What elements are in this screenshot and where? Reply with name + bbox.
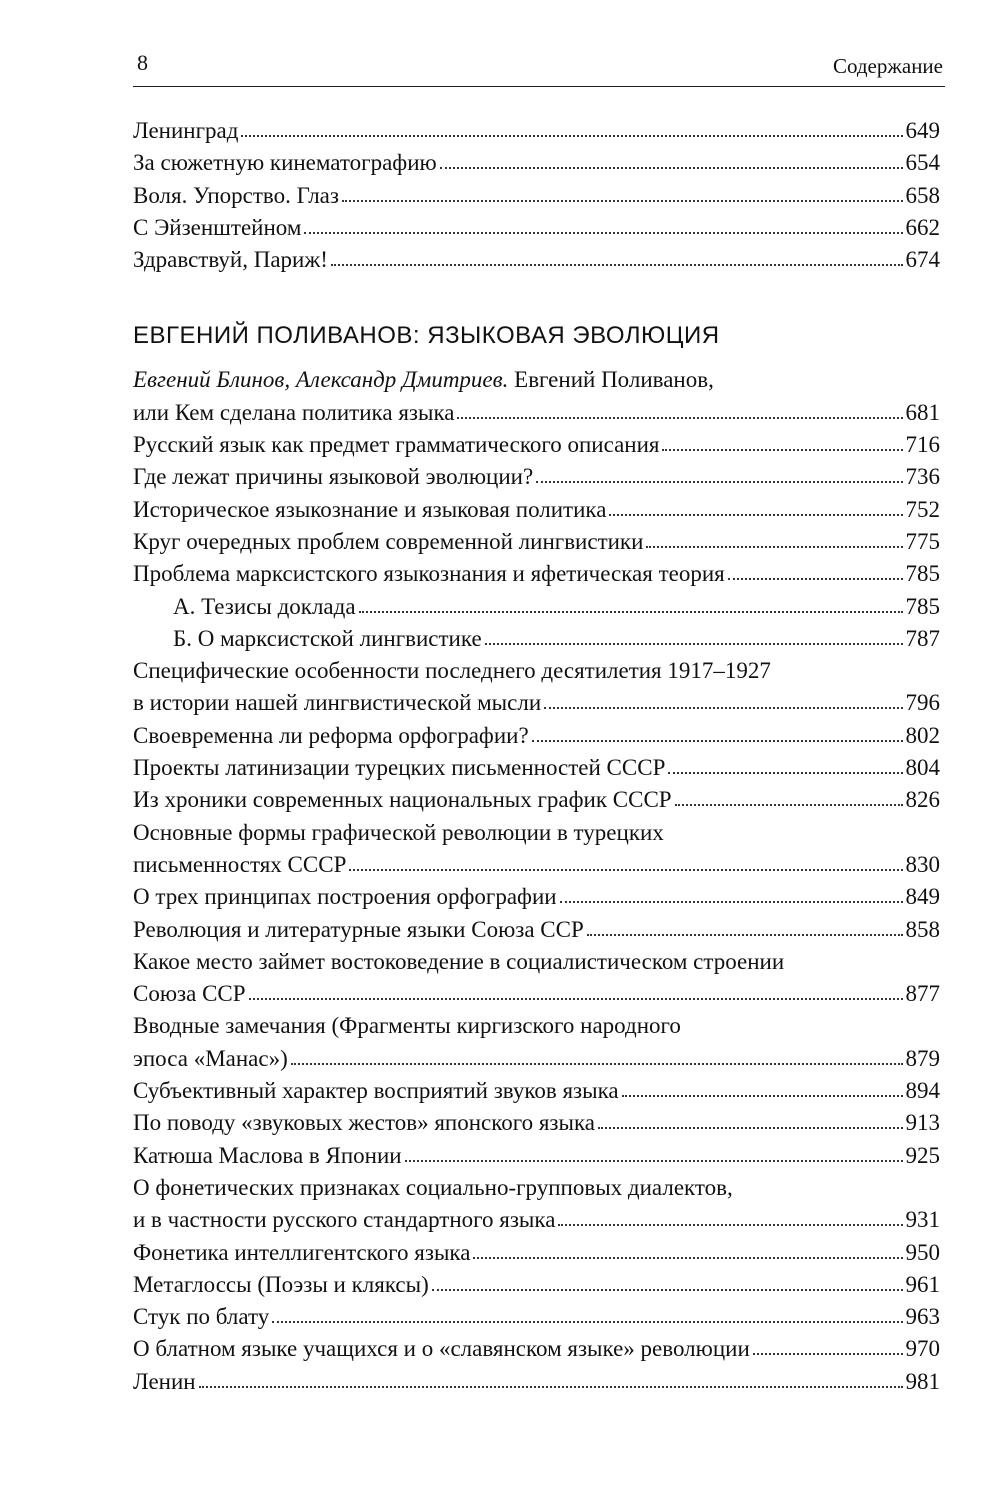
toc-entry: [133, 1269, 940, 1301]
dot-leader: [304, 226, 902, 234]
dot-leader: [331, 258, 903, 266]
toc-entry-title: О трех принципах построения орфографии: [133, 884, 557, 910]
dot-leader: [272, 1315, 902, 1323]
toc-entry-title: Историческое языкознание и языковая политика: [133, 496, 607, 522]
toc-entry-page: 913: [905, 1110, 940, 1136]
toc-entry-page: 681: [905, 399, 940, 425]
toc-entry-title: Здравствуй, Париж!: [133, 247, 328, 273]
toc-entry-title: Проекты латинизации турецких письменностей СССР: [133, 755, 666, 781]
toc-entry-title: Фонетика интеллигентского языка: [133, 1239, 471, 1265]
toc-entry-page: 716: [905, 432, 940, 458]
toc-entry: [133, 244, 940, 276]
toc-entry-first-line: Вводные замечания (Фрагменты киргизского народного: [133, 1013, 681, 1039]
dot-leader: [622, 1089, 903, 1097]
toc-subentry: [133, 623, 940, 655]
toc-entry-page: 649: [905, 118, 940, 143]
toc-entry: [133, 978, 940, 1010]
toc-entry-page: 785: [905, 593, 940, 619]
toc-entry: [133, 1043, 940, 1075]
toc-entry-title: Проблема марксистского языкознания и яфетическая теория: [133, 561, 725, 587]
dot-leader: [359, 605, 903, 613]
toc-entry-page: 775: [905, 528, 940, 554]
toc-entry-first-line: [133, 364, 940, 396]
toc-entry-page: 804: [905, 755, 940, 781]
dot-leader: [291, 1057, 903, 1065]
toc-entry-title: Стук по блату: [133, 1304, 270, 1330]
toc-entry-page: 826: [905, 787, 940, 813]
toc-entry: [133, 1107, 940, 1139]
toc-entry-title: Б. О марксистской лингвистике: [173, 625, 482, 651]
toc-entry-title: За сюжетную кинематографию: [133, 150, 437, 176]
toc-entry-title: О блатном языке учащихся и о «славянском языке» революции: [133, 1336, 750, 1362]
toc-entry-authors: Евгений Блинов, Александр Дмитриев.: [133, 367, 509, 393]
toc-entry-page: 970: [905, 1336, 940, 1362]
toc-entry-title: или Кем сделана политика языка: [133, 399, 455, 425]
toc-entry-title: Из хроники современных национальных график СССР: [133, 787, 672, 813]
dot-leader: [662, 443, 902, 451]
toc-entry-title: в истории нашей лингвистической мысли: [133, 690, 542, 716]
toc-entry-title: По поводу «звуковых жестов» японского языка: [133, 1110, 595, 1136]
toc-entry-title: эпоса «Манас»): [133, 1045, 288, 1071]
toc-entry-page: 662: [905, 214, 940, 240]
dot-leader: [536, 475, 902, 483]
toc-entry-page: 787: [905, 625, 940, 651]
toc-entry: [133, 881, 940, 913]
toc-entry-first-line: Какое место займет востоковедение в социалистическом строении: [133, 948, 785, 974]
toc-entry: [133, 429, 940, 461]
dot-leader: [473, 1251, 902, 1259]
toc-entry: [133, 115, 940, 147]
dot-leader: [532, 734, 903, 742]
toc-entry: [133, 1075, 940, 1107]
toc-entry: [133, 526, 940, 558]
section-heading: ЕВГЕНИЙ ПОЛИВАНОВ: ЯЗЫКОВАЯ ЭВОЛЮЦИЯ: [133, 322, 720, 350]
toc-entry-title: Ленинград: [133, 118, 239, 143]
toc-entry: [133, 720, 940, 752]
toc-entry-title: Воля. Упорство. Глаз: [133, 182, 339, 208]
toc-entry-page: 981: [905, 1368, 940, 1394]
dot-leader: [544, 701, 902, 709]
toc-entry-title: Союза ССР: [133, 981, 246, 1007]
toc-entry-page: 931: [905, 1207, 940, 1233]
page-number: 8: [137, 50, 148, 75]
toc-entry-page: 785: [905, 561, 940, 587]
toc-entry-page: 925: [905, 1142, 940, 1168]
toc-entry-title: Круг очередных проблем современной лингвистики: [133, 528, 644, 554]
dot-leader: [349, 863, 902, 871]
dot-leader: [598, 1121, 903, 1129]
running-title: Содержание: [832, 54, 943, 78]
page-header: [133, 48, 945, 87]
toc-entry-page: 961: [905, 1271, 940, 1297]
toc-entry-page: 802: [905, 722, 940, 748]
toc-entry-title-part: Евгений Поливанов,: [508, 367, 714, 393]
toc-entry-title: А. Тезисы доклада: [173, 593, 356, 619]
dot-leader: [587, 928, 903, 936]
toc-entry: [133, 461, 940, 493]
toc-entry-page: 752: [905, 496, 940, 522]
toc-entry-first-line: О фонетических признаках социально-групповых диалектов,: [133, 1174, 733, 1200]
toc-entry-page: 894: [905, 1078, 940, 1104]
toc-entry-page: 736: [905, 464, 940, 490]
dot-leader: [728, 572, 903, 580]
toc-entry: [133, 494, 940, 526]
dot-leader: [485, 637, 903, 645]
toc-entry-page: 658: [905, 182, 940, 208]
toc-subentry: [133, 591, 940, 623]
section-spacer: [133, 276, 940, 314]
dot-leader: [609, 508, 902, 516]
dot-leader: [558, 1218, 902, 1226]
toc-entry-title: Где лежат причины языковой эволюции?: [133, 464, 534, 490]
toc-entry: [133, 147, 940, 179]
toc-entry: [133, 752, 940, 784]
toc-entry-page: 654: [905, 150, 940, 176]
dot-leader: [199, 1380, 903, 1388]
dot-leader: [560, 895, 903, 903]
toc-entry-title: письменностях СССР: [133, 851, 347, 877]
dot-leader: [753, 1347, 903, 1355]
toc-entry-title: Метаглоссы (Поэзы и кляксы): [133, 1271, 429, 1297]
toc-entry: [133, 397, 940, 429]
dot-leader: [675, 798, 903, 806]
toc-entry-first-line: Основные формы графической революции в турецких: [133, 819, 664, 845]
toc-entry: [133, 558, 940, 590]
toc-entry-title: Субъективный характер восприятий звуков языка: [133, 1078, 619, 1104]
toc-entry: [133, 1237, 940, 1269]
toc-entry-page: 858: [905, 916, 940, 942]
toc-entry-title: Своевременна ли реформа орфографии?: [133, 722, 529, 748]
toc-entry-title: С Эйзенштейном: [133, 214, 302, 240]
dot-leader: [668, 766, 902, 774]
dot-leader: [646, 540, 902, 548]
toc-entry-title: Ленин: [133, 1368, 196, 1394]
dot-leader: [457, 411, 902, 419]
dot-leader: [249, 992, 903, 1000]
toc-entry-page: 674: [905, 247, 940, 273]
toc-entry-page: 963: [905, 1304, 940, 1330]
toc-entry: [133, 1301, 940, 1333]
toc-entry: [133, 1204, 940, 1236]
toc-entry: [133, 212, 940, 244]
toc-entry: [133, 180, 940, 212]
dot-leader: [432, 1283, 903, 1291]
toc-entry-title: Революция и литературные языки Союза ССР: [133, 916, 584, 942]
toc-entry-title: и в частности русского стандартного языка: [133, 1207, 556, 1233]
toc-entry: [133, 849, 940, 881]
dot-leader: [440, 161, 903, 169]
toc-entry-page: 879: [905, 1045, 940, 1071]
toc-entry-title: Катюша Маслова в Японии: [133, 1142, 402, 1168]
toc-entry: [133, 914, 940, 946]
dot-leader: [241, 129, 902, 137]
toc-entry-page: 950: [905, 1239, 940, 1265]
dot-leader: [342, 194, 903, 202]
toc-entry: [133, 784, 940, 816]
toc-entry-title: Русский язык как предмет грамматического описания: [133, 432, 660, 458]
dot-leader: [405, 1154, 903, 1162]
toc-entry-page: 877: [905, 981, 940, 1007]
toc-entry: [133, 1140, 940, 1172]
toc-entry-page: 830: [905, 851, 940, 877]
toc-entry-page: 849: [905, 884, 940, 910]
table-of-contents: [133, 115, 940, 1398]
toc-entry: [133, 1366, 940, 1398]
toc-entry: [133, 1333, 940, 1365]
toc-entry: [133, 687, 940, 719]
toc-entry-first-line: Специфические особенности последнего десятилетия 1917–1927: [133, 658, 771, 684]
toc-entry-page: 796: [905, 690, 940, 716]
